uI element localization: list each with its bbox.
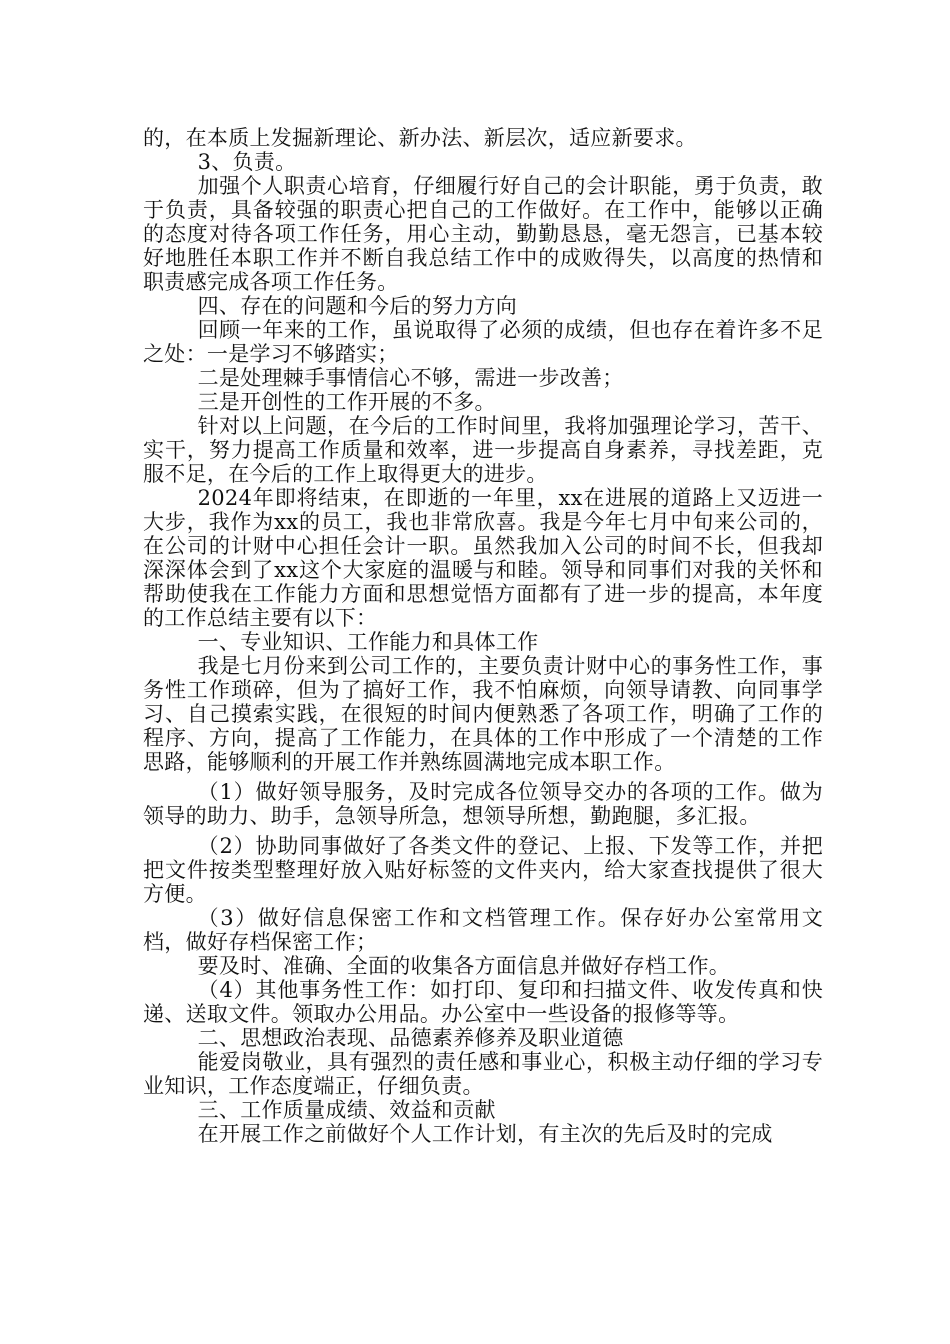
paragraph-quality: 在开展工作之前做好个人工作计划，有主次的先后及时的完成 [197, 1122, 773, 1146]
document-body [143, 126, 823, 1146]
paragraph-problem-two: 二是处理棘手事情信心不够，需进一步改善； [197, 366, 624, 390]
paragraph-problem-three: 三是开创性的工作开展的不多。 [197, 390, 496, 414]
paragraph-continuation: 的，在本质上发掘新理论、新办法、新层次，适应新要求。 [143, 126, 697, 150]
paragraph-professional: 我是七月份来到公司工作的，主要负责计财中心的事务性工作，事务性工作琐碎，但为了搞好工作，我不怕麻烦，向领导请教、向同事学习、自己摸索实践，在很短的时间内便熟悉了各项工作，明确了工作的程序、方向，提高了工作能力，在具体的工作中形成了一个清楚的工作思路，能够顺利的开展工作并熟练圆满地完成本职工作。 [143, 654, 823, 774]
list-item-3-continued: 要及时、准确、全面的收集各方面信息并做好存档工作。 [197, 954, 731, 978]
paragraph-review: 回顾一年来的工作，虽说取得了必须的成绩，但也存在着许多不足之处：一是学习不够踏实； [143, 318, 823, 366]
heading-professional: 一、专业知识、工作能力和具体工作 [197, 630, 539, 654]
heading-quality: 三、工作质量成绩、效益和贡献 [197, 1098, 496, 1122]
heading-responsibility: 3、负责。 [197, 150, 297, 174]
heading-problems: 四、存在的问题和今后的努力方向 [197, 294, 518, 318]
paragraph-improvement: 针对以上问题，在今后的工作时间里，我将加强理论学习，苦干、实干，努力提高工作质量和效率，进一步提高自身素养，寻找差距，克服不足，在今后的工作上取得更大的进步。 [143, 414, 823, 486]
paragraph-ethics: 能爱岗敬业，具有强烈的责任感和事业心，积极主动仔细的学习专业知识，工作态度端正，仔细负责。 [143, 1050, 823, 1098]
paragraph-year-summary: 2024年即将结束，在即逝的一年里，xx在进展的道路上又迈进一大步，我作为xx的员工，我也非常欣喜。我是今年七月中旬来公司的，在公司的计财中心担任会计一职。虽然我加入公司的时间不长，但我却深深体会到了xx这个大家庭的温暖与和睦。领导和同事们对我的关怀和帮助使我在工作能力方面和思想觉悟方面都有了进一步的提高，本年度的工作总结主要有以下： [143, 486, 823, 630]
paragraph-responsibility: 加强个人职责心培育，仔细履行好自己的会计职能，勇于负责，敢于负责，具备较强的职责心把自己的工作做好。在工作中，能够以正确的态度对待各项工作任务，用心主动，勤勤恳恳，毫无怨言，已基本较好地胜任本职工作并不断自我总结工作中的成败得失，以高度的热情和职责感完成各项工作任务。 [143, 174, 823, 294]
list-item-3: （3）做好信息保密工作和文档管理工作。保存好办公室常用文档，做好存档保密工作； [143, 906, 823, 954]
list-item-4: （4）其他事务性工作：如打印、复印和扫描文件、收发传真和快递、送取文件。领取办公用品。办公室中一些设备的报修等等。 [143, 978, 823, 1026]
list-item-1: （1）做好领导服务，及时完成各位领导交办的各项的工作。做为领导的助力、助手，急领导所急，想领导所想，勤跑腿，多汇报。 [143, 780, 823, 828]
list-item-2: （2）协助同事做好了各类文件的登记、上报、下发等工作，并把把文件按类型整理好放入贴好标签的文件夹内，给大家查找提供了很大方便。 [143, 834, 823, 906]
heading-ethics: 二、思想政治表现、品德素养修养及职业道德 [197, 1026, 624, 1050]
